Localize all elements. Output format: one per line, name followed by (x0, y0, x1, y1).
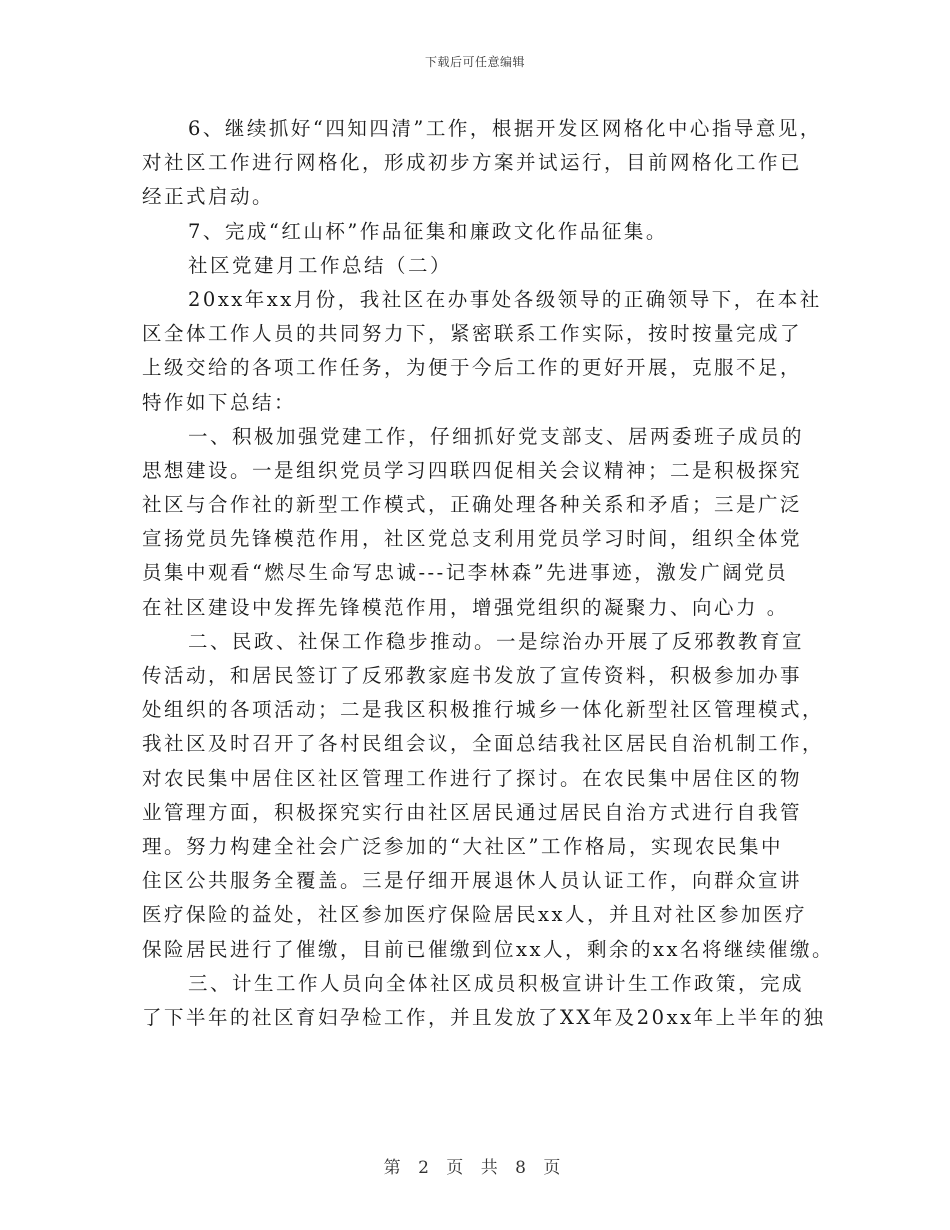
text-line: 对社区工作进行网格化，形成初步方案并试运行，目前网格化工作已 (142, 151, 803, 175)
text-line: 社区与合作社的新型工作模式，正确处理各种关系和矛盾；三是广泛 (142, 493, 803, 517)
text-line: 上级交给的各项工作任务，为便于今后工作的更好开展，克服不足， (142, 356, 803, 380)
text-line: 6、继续抓好“四知四清”工作，根据开发区网格化中心指导意见， (188, 117, 822, 140)
text-line: 传活动，和居民签订了反邪教家庭书发放了宣传资料，积极参加办事 (142, 664, 803, 687)
page-header: 下载后可任意编辑 (424, 55, 525, 69)
text-line: 保险居民进行了催缴，目前已催缴到位xx人，剩余的xx名将继续催缴。 (142, 937, 834, 961)
text-line: 理。努力构建全社会广泛参加的“大社区”工作格局，实现农民集中 (142, 834, 783, 858)
text-line: 员集中观看“燃尽生命写忠诚---记李林森”先进事迹，激发广阔党员 (142, 561, 789, 585)
text-line: 业管理方面，积极探究实行由社区居民通过居民自治方式进行自我管 (142, 800, 803, 824)
text-line: 处组织的各项活动；二是我区积极推行城乡一体化新型社区管理模式， (142, 698, 825, 722)
text-line: 二、民政、社保工作稳步推动。一是综治办开展了反邪教教育宣 (188, 629, 805, 653)
text-line: 一、积极加强党建工作，仔细抓好党支部支、居两委班子成员的 (188, 424, 805, 448)
section-title: 社区党建月工作总结（二） (188, 253, 453, 277)
text-line: 特作如下总结： (142, 390, 297, 414)
text-line: 了下半年的社区育妇孕检工作，并且发放了XX年及20xx年上半年的独 (142, 1005, 826, 1029)
text-line: 20xx年xx月份，我社区在办事处各级领导的正确领导下，在本社 (188, 287, 822, 311)
text-line: 医疗保险的益处，社区参加医疗保险居民xx人，并且对社区参加医疗 (142, 903, 807, 927)
text-line: 区全体工作人员的共同努力下，紧密联系工作实际，按时按量完成了 (142, 322, 803, 346)
text-line: 经正式启动。 (142, 185, 275, 209)
text-line: 思想建设。一是组织党员学习四联四促相关会议精神；二是积极探究 (142, 458, 803, 482)
text-line: 我社区及时召开了各村民组会议，全面总结我社区居民自治机制工作， (142, 732, 825, 756)
page-number-footer: 第 2 页 共 8 页 (383, 1158, 567, 1178)
document-body (142, 112, 832, 1035)
text-line: 住区公共服务全覆盖。三是仔细开展退休人员认证工作，向群众宣讲 (142, 869, 803, 893)
text-line: 7、完成“红山杯”作品征集和廉政文化作品征集。 (188, 219, 668, 243)
text-line: 对农民集中居住区社区管理工作进行了探讨。在农民集中居住区的物 (142, 766, 803, 790)
text-line: 三、计生工作人员向全体社区成员积极宣讲计生工作政策，完成 (188, 971, 805, 995)
text-line: 在社区建设中发挥先锋模范作用，增强党组织的凝聚力、向心力 。 (142, 595, 789, 619)
text-line: 宣扬党员先锋模范作用，社区党总支利用党员学习时间，组织全体党 (142, 527, 803, 551)
